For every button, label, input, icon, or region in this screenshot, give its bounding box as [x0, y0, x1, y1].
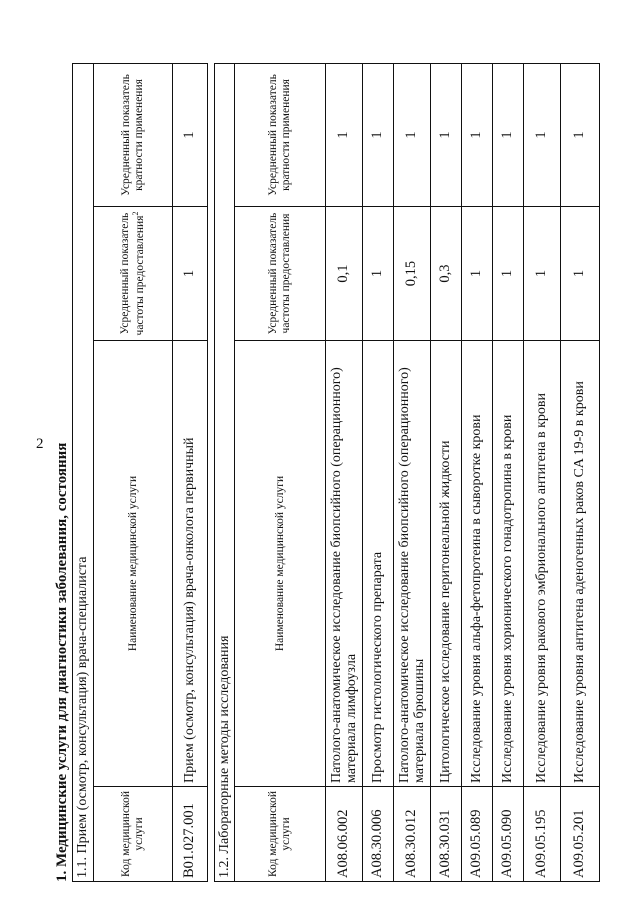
cell-freq: 1: [524, 207, 561, 341]
cell-freq: 1: [363, 207, 394, 341]
col-header-code: Код медицинской услуги: [94, 787, 173, 882]
cell-mult: 1: [173, 63, 208, 206]
section-title: 1. Медицинские услуги для диагностики заболевания, состояния: [54, 442, 70, 882]
cell-code: A08.30.006: [363, 787, 394, 882]
table-consultation: [72, 63, 208, 882]
table-row: [462, 63, 493, 881]
cell-name: Прием (осмотр, консультация) врача-онколога первичный: [173, 341, 208, 787]
cell-code: A08.30.031: [431, 787, 462, 882]
table-caption: 1.1. Прием (осмотр, консультация) врача-специалиста: [73, 63, 94, 881]
cell-code: A09.05.201: [561, 787, 600, 882]
col-header-freq: Усредненный показатель частоты предоставления: [235, 207, 326, 341]
table-row: [173, 63, 208, 881]
cell-code: A09.05.090: [493, 787, 524, 882]
cell-code: B01.027.001: [173, 787, 208, 882]
cell-code: A08.30.012: [394, 787, 431, 882]
cell-code: A08.06.002: [326, 787, 363, 882]
col-header-freq: Усредненный показатель частоты предоставления$^2$: [94, 207, 173, 341]
cell-mult: 1: [524, 63, 561, 206]
cell-mult: 1: [462, 63, 493, 206]
cell-mult: 1: [394, 63, 431, 206]
cell-freq: 1: [462, 207, 493, 341]
page-number: 2: [36, 436, 44, 452]
cell-mult: 1: [326, 63, 363, 206]
cell-mult: 1: [561, 63, 600, 206]
cell-freq: 1: [173, 207, 208, 341]
cell-name: Исследование уровня ракового эмбрионального антигена в крови: [524, 341, 561, 787]
cell-mult: 1: [493, 63, 524, 206]
cell-freq: 1: [561, 207, 600, 341]
table-caption: 1.2. Лабораторные методы исследования: [215, 63, 235, 881]
col-header-mult: Усредненный показатель кратности применения: [235, 63, 326, 206]
cell-mult: 1: [431, 63, 462, 206]
cell-freq: 0,3: [431, 207, 462, 341]
col-header-name: Наименование медицинской услуги: [94, 341, 173, 787]
rotated-page: [48, 42, 640, 882]
cell-name: Исследование уровня хорионического гонадотропина в крови: [493, 341, 524, 787]
col-header-name: Наименование медицинской услуги: [235, 341, 326, 787]
table-row: [326, 63, 363, 881]
table-row: [524, 63, 561, 881]
table-row: [394, 63, 431, 881]
cell-freq: 0,15: [394, 207, 431, 341]
table-row: [363, 63, 394, 881]
cell-name: Просмотр гистологического препарата: [363, 341, 394, 787]
col-header-mult: Усредненный показатель кратности применения: [94, 63, 173, 206]
cell-freq: 1: [493, 207, 524, 341]
col-header-code: Код медицинской услуги: [235, 787, 326, 882]
cell-code: A09.05.195: [524, 787, 561, 882]
cell-name: Исследование уровня антигена аденогенных раков CA 19-9 в крови: [561, 341, 600, 787]
cell-freq: 0,1: [326, 207, 363, 341]
table-row: [431, 63, 462, 881]
table-row: [561, 63, 600, 881]
cell-name: Патолого-анатомическое исследование биопсийного (операционного) материала брюшины: [394, 341, 431, 787]
table-laboratory: [214, 63, 600, 882]
cell-name: Цитологическое исследование перитонеальной жидкости: [431, 341, 462, 787]
cell-mult: 1: [363, 63, 394, 206]
cell-name: Патолого-анатомическое исследование биопсийного (операционного) материала лимфоузла: [326, 341, 363, 787]
cell-name: Исследование уровня альфа-фетопротеина в сыворотке крови: [462, 341, 493, 787]
cell-code: A09.05.089: [462, 787, 493, 882]
table-row: [493, 63, 524, 881]
